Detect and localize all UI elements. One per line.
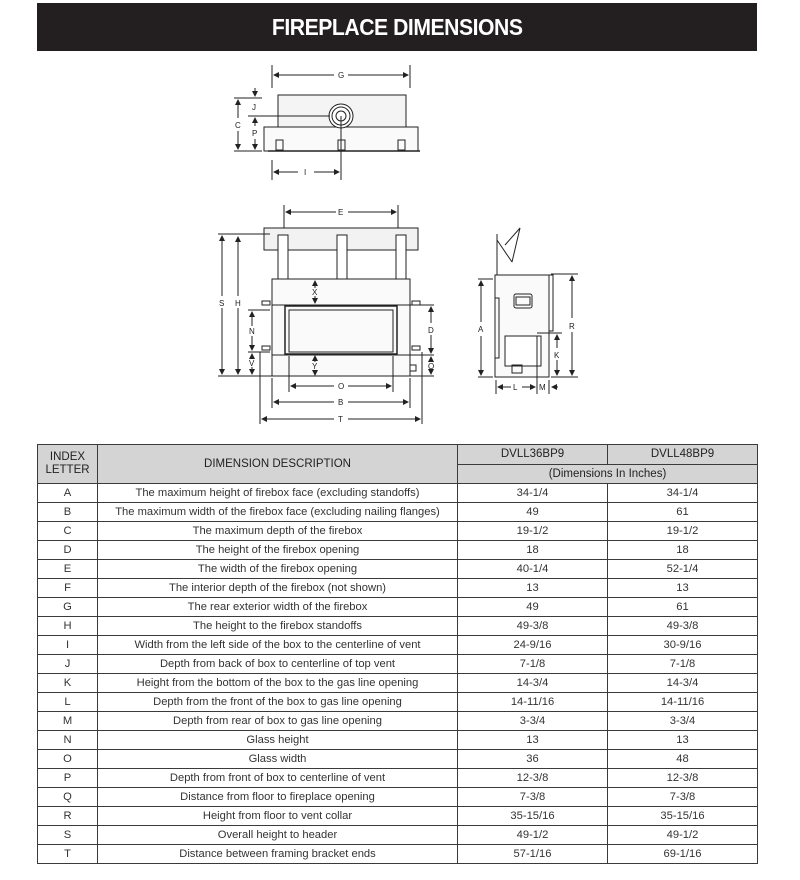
dvll48bp9-value-cell: 14-3/4 — [608, 674, 758, 693]
table-row — [38, 750, 758, 769]
dvll36bp9-value-cell: 7-1/8 — [458, 655, 608, 674]
description-cell: Depth from back of box to centerline of top vent — [98, 655, 458, 674]
page-title: FIREPLACE DIMENSIONS — [271, 13, 523, 40]
index-letter-cell: D — [38, 541, 98, 560]
label-c: C — [235, 121, 241, 130]
table-row — [38, 522, 758, 541]
index-letter-cell: Q — [38, 788, 98, 807]
index-letter-cell: C — [38, 522, 98, 541]
description-cell: Distance between framing bracket ends — [98, 845, 458, 864]
dvll48bp9-value-cell: 35-15/16 — [608, 807, 758, 826]
index-letter-cell: K — [38, 674, 98, 693]
label-a: A — [478, 325, 484, 334]
table-row — [38, 503, 758, 522]
side-view-diagram — [478, 228, 578, 394]
description-header: DIMENSION DESCRIPTION — [98, 445, 458, 484]
index-letter-cell: J — [38, 655, 98, 674]
description-cell: The interior depth of the firebox (not shown) — [98, 579, 458, 598]
top-view-diagram — [234, 65, 420, 180]
dvll36bp9-value-cell: 40-1/4 — [458, 560, 608, 579]
dimensions-table — [37, 444, 758, 864]
dvll48bp9-value-cell: 61 — [608, 503, 758, 522]
index-letter-cell: F — [38, 579, 98, 598]
table-row — [38, 484, 758, 503]
table-row — [38, 541, 758, 560]
dvll48bp9-value-cell: 52-1/4 — [608, 560, 758, 579]
description-cell: The height to the firebox standoffs — [98, 617, 458, 636]
label-x: X — [312, 288, 318, 297]
dvll36bp9-value-cell: 7-3/8 — [458, 788, 608, 807]
table-row — [38, 845, 758, 864]
dvll48bp9-value-cell: 7-1/8 — [608, 655, 758, 674]
dvll36bp9-value-cell: 49 — [458, 503, 608, 522]
dvll48bp9-value-cell: 3-3/4 — [608, 712, 758, 731]
table-row — [38, 807, 758, 826]
label-v: V — [249, 359, 255, 368]
dvll48bp9-value-cell: 69-1/16 — [608, 845, 758, 864]
dvll36bp9-value-cell: 24-9/16 — [458, 636, 608, 655]
dvll48bp9-value-cell: 18 — [608, 541, 758, 560]
index-letter-cell: L — [38, 693, 98, 712]
dvll48bp9-value-cell: 49-1/2 — [608, 826, 758, 845]
dvll36bp9-value-cell: 18 — [458, 541, 608, 560]
dvll48bp9-value-cell: 19-1/2 — [608, 522, 758, 541]
dvll48bp9-value-cell: 12-3/8 — [608, 769, 758, 788]
model-1-header: DVLL36BP9 — [458, 445, 608, 465]
dvll48bp9-value-cell: 13 — [608, 731, 758, 750]
label-b: B — [338, 398, 344, 407]
index-letter-cell: S — [38, 826, 98, 845]
index-letter-header — [38, 445, 98, 484]
dvll48bp9-value-cell: 7-3/8 — [608, 788, 758, 807]
index-letter-cell: O — [38, 750, 98, 769]
table-row — [38, 731, 758, 750]
table-row — [38, 674, 758, 693]
description-cell: The height of the firebox opening — [98, 541, 458, 560]
description-cell: Overall height to header — [98, 826, 458, 845]
index-letter-cell: I — [38, 636, 98, 655]
description-cell: Width from the left side of the box to the centerline of vent — [98, 636, 458, 655]
index-letter-cell: B — [38, 503, 98, 522]
dvll36bp9-value-cell: 49-1/2 — [458, 826, 608, 845]
label-m: M — [539, 383, 546, 392]
label-j: J — [252, 103, 256, 112]
dvll36bp9-value-cell: 49 — [458, 598, 608, 617]
table-row — [38, 636, 758, 655]
dvll36bp9-value-cell: 13 — [458, 579, 608, 598]
index-letter-cell: T — [38, 845, 98, 864]
dvll36bp9-value-cell: 3-3/4 — [458, 712, 608, 731]
label-e: E — [338, 208, 344, 217]
dvll36bp9-value-cell: 14-3/4 — [458, 674, 608, 693]
index-letter-cell: E — [38, 560, 98, 579]
description-cell: Depth from rear of box to gas line opening — [98, 712, 458, 731]
label-k: K — [554, 351, 560, 360]
label-q: Q — [428, 362, 435, 371]
index-letter-cell: R — [38, 807, 98, 826]
description-cell: Distance from floor to fireplace opening — [98, 788, 458, 807]
index-letter-cell: N — [38, 731, 98, 750]
dvll36bp9-value-cell: 34-1/4 — [458, 484, 608, 503]
index-letter-cell: G — [38, 598, 98, 617]
label-s: S — [219, 299, 225, 308]
table-row — [38, 788, 758, 807]
dvll36bp9-value-cell: 57-1/16 — [458, 845, 608, 864]
label-i: I — [304, 168, 307, 177]
dvll48bp9-value-cell: 14-11/16 — [608, 693, 758, 712]
table-row — [38, 826, 758, 845]
front-view-diagram — [218, 205, 434, 424]
description-cell: The maximum depth of the firebox — [98, 522, 458, 541]
dvll48bp9-value-cell: 13 — [608, 579, 758, 598]
description-cell: The width of the firebox opening — [98, 560, 458, 579]
label-d: D — [428, 326, 434, 335]
description-cell: Depth from the front of the box to gas line opening — [98, 693, 458, 712]
table-row — [38, 769, 758, 788]
dvll36bp9-value-cell: 14-11/16 — [458, 693, 608, 712]
dvll36bp9-value-cell: 13 — [458, 731, 608, 750]
description-cell: The maximum height of firebox face (excluding standoffs) — [98, 484, 458, 503]
dvll48bp9-value-cell: 30-9/16 — [608, 636, 758, 655]
table-row — [38, 598, 758, 617]
table-row — [38, 579, 758, 598]
units-header: (Dimensions In Inches) — [458, 465, 758, 484]
model-2-header: DVLL48BP9 — [608, 445, 758, 465]
table-row — [38, 617, 758, 636]
dvll36bp9-value-cell: 49-3/8 — [458, 617, 608, 636]
label-t: T — [338, 415, 343, 424]
description-cell: Glass height — [98, 731, 458, 750]
label-p: P — [252, 129, 258, 138]
table-row — [38, 655, 758, 674]
dvll48bp9-value-cell: 34-1/4 — [608, 484, 758, 503]
index-letter-cell: A — [38, 484, 98, 503]
label-r: R — [569, 322, 575, 331]
dvll36bp9-value-cell: 36 — [458, 750, 608, 769]
label-n: N — [249, 327, 255, 336]
label-l: L — [513, 383, 518, 392]
table-row — [38, 712, 758, 731]
dvll36bp9-value-cell: 12-3/8 — [458, 769, 608, 788]
description-cell: Height from floor to vent collar — [98, 807, 458, 826]
dvll48bp9-value-cell: 48 — [608, 750, 758, 769]
description-cell: Glass width — [98, 750, 458, 769]
label-h: H — [235, 299, 241, 308]
description-cell: The rear exterior width of the firebox — [98, 598, 458, 617]
table-row — [38, 560, 758, 579]
label-o: O — [338, 382, 345, 391]
index-header-line1: INDEX — [49, 451, 86, 463]
dvll36bp9-value-cell: 19-1/2 — [458, 522, 608, 541]
index-letter-cell: P — [38, 769, 98, 788]
index-letter-cell: H — [38, 617, 98, 636]
index-letter-cell: M — [38, 712, 98, 731]
dvll36bp9-value-cell: 35-15/16 — [458, 807, 608, 826]
dvll48bp9-value-cell: 49-3/8 — [608, 617, 758, 636]
label-g: G — [338, 71, 345, 80]
dvll48bp9-value-cell: 61 — [608, 598, 758, 617]
description-cell: The maximum width of the firebox face (excluding nailing flanges) — [98, 503, 458, 522]
description-cell: Depth from front of box to centerline of vent — [98, 769, 458, 788]
label-y: Y — [312, 362, 318, 371]
description-cell: Height from the bottom of the box to the gas line opening — [98, 674, 458, 693]
table-row — [38, 693, 758, 712]
index-header-line2: LETTER — [45, 464, 90, 476]
